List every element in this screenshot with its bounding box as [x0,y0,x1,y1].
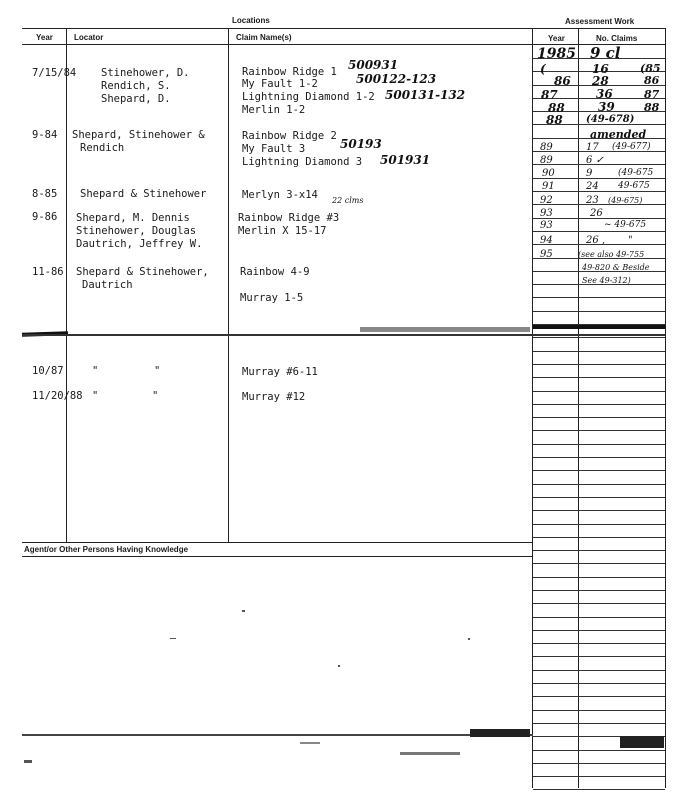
entry-2-locator-2: Rendich [80,142,125,154]
col-locator-header: Locator [74,33,104,42]
entry-1-year: 7/15/84 [32,67,77,79]
assessment-rule-line [533,537,665,538]
asm-row-10-claims: 9 [586,168,593,179]
entry-7-locator-2: " [152,390,159,402]
assessment-rule-line [533,351,665,352]
asm-row-12-note: (49-675) [608,196,643,205]
entry-1-claim-3: Lightning Diamond 1-2 [242,91,375,103]
assessment-rule-line [533,630,665,631]
entry-2-claim-1: Rainbow Ridge 2 [242,130,337,142]
assessment-rule-line [533,297,665,298]
asm-row-17-claims: 49-820 & Beside [582,263,650,272]
asm-row-18-claims: See 49-312) [582,276,631,285]
assessment-rule-line [533,710,665,711]
assessment-rule-line [533,723,665,724]
entry-5-locator-2: Dautrich [82,279,133,291]
entry-1-claim-1: Rainbow Ridge 1 [242,66,337,78]
asm-row-8-year: 89 [540,142,553,153]
entry-4-locator-2: Stinehower, Douglas [76,225,197,237]
scan-bottom-blob [470,729,530,737]
entry-1-locator-2: Rendich, S. [101,80,171,92]
assessment-rule-line [533,324,665,325]
assessment-rule-line [533,430,665,431]
header-top-rule [22,28,665,29]
asm-row-2-claims: 16 [592,62,609,76]
scan-speck-2 [170,638,176,639]
entry-1-claim-4: Merlin 1-2 [242,104,306,116]
assessment-rule-line [533,776,665,777]
assessment-rule-line [533,311,665,312]
assessment-rule-line [533,763,665,764]
entry-5-locator-1: Shepard & Stinehower, [76,266,209,278]
asm-row-8-claims: 17 [586,142,599,153]
asm-row-1-claims: 9 cl [590,44,621,62]
assessment-rule-line [533,550,665,551]
asm-row-15-note: " [628,235,633,246]
assessment-rule-line [533,563,665,564]
scan-smear-middle [360,327,530,332]
assessment-rule-line [533,444,665,445]
entry-4-locator-1: Shepard, M. Dennis [76,212,190,224]
entry-5-claim-1: Rainbow 4-9 [240,266,310,278]
entry-4-locator-3: Dautrich, Jeffrey W. [76,238,203,250]
assessment-rule-line [533,577,665,578]
entry-2-claim-2: My Fault 3 [242,143,306,155]
asm-row-11-note: 49-675 [618,181,650,191]
asm-row-9-claims: 6 ✓ [586,155,604,166]
entry-4-claim-2: Merlin X 15-17 [238,225,327,237]
asm-row-11-year: 91 [542,181,555,192]
asm-row-1-year: 1985 [537,46,576,62]
col-year-header: Year [36,33,53,42]
asm-row-3-claims: 28 [592,74,609,88]
year-col-divider [66,28,67,542]
asm-row-6-year: 88 [546,113,563,127]
assessment-rule-line [533,643,665,644]
agent-label: Agent/or Other Persons Having Knowledge [24,545,189,554]
assessment-rule-line [533,404,665,405]
entry-6-claim-1: Murray #6-11 [242,366,318,378]
assessment-rule-line [533,377,665,378]
assessment-rule-line [533,497,665,498]
scan-smear-line [22,334,665,336]
entry-2-claim-3: Lightning Diamond 3 [242,156,363,168]
assessment-rule-line [533,484,665,485]
asm-row-10-year: 90 [542,168,555,179]
entry-2-locator-1: Shepard, Stinehower & [72,129,205,141]
entry-4-claim-1: Rainbow Ridge #3 [238,212,340,224]
scan-speck-6 [24,760,32,763]
col-claims-header: Claim Name(s) [236,33,292,42]
entry-1-locator-3: Shepard, D. [101,93,171,105]
assessment-rule-line [533,391,665,392]
asm-row-13-claims: 26 [590,208,603,219]
assessment-rule-line [533,789,665,790]
asm-row-7-claims: amended [590,128,647,141]
scan-speck-5 [400,752,460,755]
asm-row-5-note: 88 [644,101,660,114]
scan-bottom-right-blob [620,736,664,748]
entry-7-locator-1: " [92,390,99,402]
assessment-rule-line [533,457,665,458]
assessment-rule-line [533,683,665,684]
entry-3-note-1: 22 clms [332,196,364,205]
header-bottom-rule [22,44,665,45]
assessment-rule-line [533,510,665,511]
assessment-rule-line [533,656,665,657]
asm-row-16-year: 95 [540,249,553,260]
entry-1-note-1: 500931 [348,58,399,72]
asm-row-6-claims: (49-678) [586,114,635,125]
asm-row-2-note: (85 [640,62,661,75]
assessment-rule-line [533,470,665,471]
entry-6-locator-2: " [154,365,161,377]
col-no-claims-header: No. Claims [596,34,638,43]
entry-2-year: 9-84 [32,129,58,141]
entry-7-claim-1: Murray #12 [242,391,306,403]
assessment-rule-line [533,617,665,618]
assessment-rule-line [533,696,665,697]
entry-1-note-2: 500122-123 [356,72,437,86]
scan-speck-7 [300,742,320,744]
entry-2-note-1: 50193 [340,137,382,151]
asm-row-11-claims: 24 [586,181,599,192]
asm-row-4-claims: 36 [596,87,613,101]
asm-row-4-year: 87 [541,88,558,102]
asm-row-3-note: 86 [644,74,660,87]
assessment-work-title: Assessment Work [565,17,635,26]
asm-row-9-year: 89 [540,155,553,166]
entry-5-year: 11-86 [32,266,64,278]
asm-row-2-year: ( [540,62,546,76]
asm-row-10-note: (49-675 [618,168,654,178]
entry-3-year: 8-85 [32,188,58,200]
asm-row-15-year: 94 [540,235,553,246]
agent-bottom-rule [22,556,533,557]
agent-top-rule [22,542,533,543]
asm-row-3-year: 86 [554,74,571,88]
assessment-rule-line [533,603,665,604]
assessment-rule-line [533,231,665,232]
claims-col-divider [532,28,533,788]
assessment-rule-line [533,417,665,418]
assessment-rule-line [533,524,665,525]
scan-speck-3 [468,638,470,640]
entry-6-year: 10/87 [32,365,64,377]
scan-bottom-smear [22,734,533,736]
asm-row-13-year: 93 [540,208,553,219]
entry-7-year: 11/20/88 [32,390,83,402]
asm-row-12-year: 92 [540,195,553,206]
asm-row-5-claims: 39 [598,100,615,114]
entry-1-locator-1: Stinehower, D. [101,67,190,79]
asm-year-divider [578,28,579,788]
entry-1-note-3: 500131-132 [385,88,466,102]
assessment-rule-line [533,750,665,751]
scan-speck-4 [338,665,340,667]
locator-col-divider [228,28,229,542]
scan-speck-1 [242,610,245,612]
locations-title: Locations [232,16,270,25]
assessment-rule-line [533,590,665,591]
entry-4-year: 9-86 [32,211,58,223]
asm-row-16-claims: (see also 49-755 [578,250,645,259]
entry-1-claim-2: My Fault 1-2 [242,78,318,90]
entry-6-locator-1: " [92,365,99,377]
assessment-rule-line [533,337,665,338]
asm-row-14-claims: ~ 49-675 [604,220,647,230]
asm-row-8-note: (49-677) [612,142,651,152]
asm-row-12-claims: 23 [586,195,599,206]
asm-row-5-year: 88 [548,101,565,115]
entry-5-claim-2: Murray 1-5 [240,292,304,304]
entry-3-claim-1: Merlyn 3-x14 [242,189,318,201]
col-asm-year-header: Year [548,34,565,43]
entry-2-note-2: 501931 [380,153,431,167]
assessment-rule-line [533,670,665,671]
assessment-rule-line [533,364,665,365]
assessment-rule-line [533,204,665,205]
asm-row-14-year: 93 [540,220,553,231]
asm-row-15-claims: 26 , [586,235,606,246]
entry-3-locator-1: Shepard & Stinehower [80,188,207,200]
asm-row-4-note: 87 [644,88,660,101]
right-border [665,28,666,788]
